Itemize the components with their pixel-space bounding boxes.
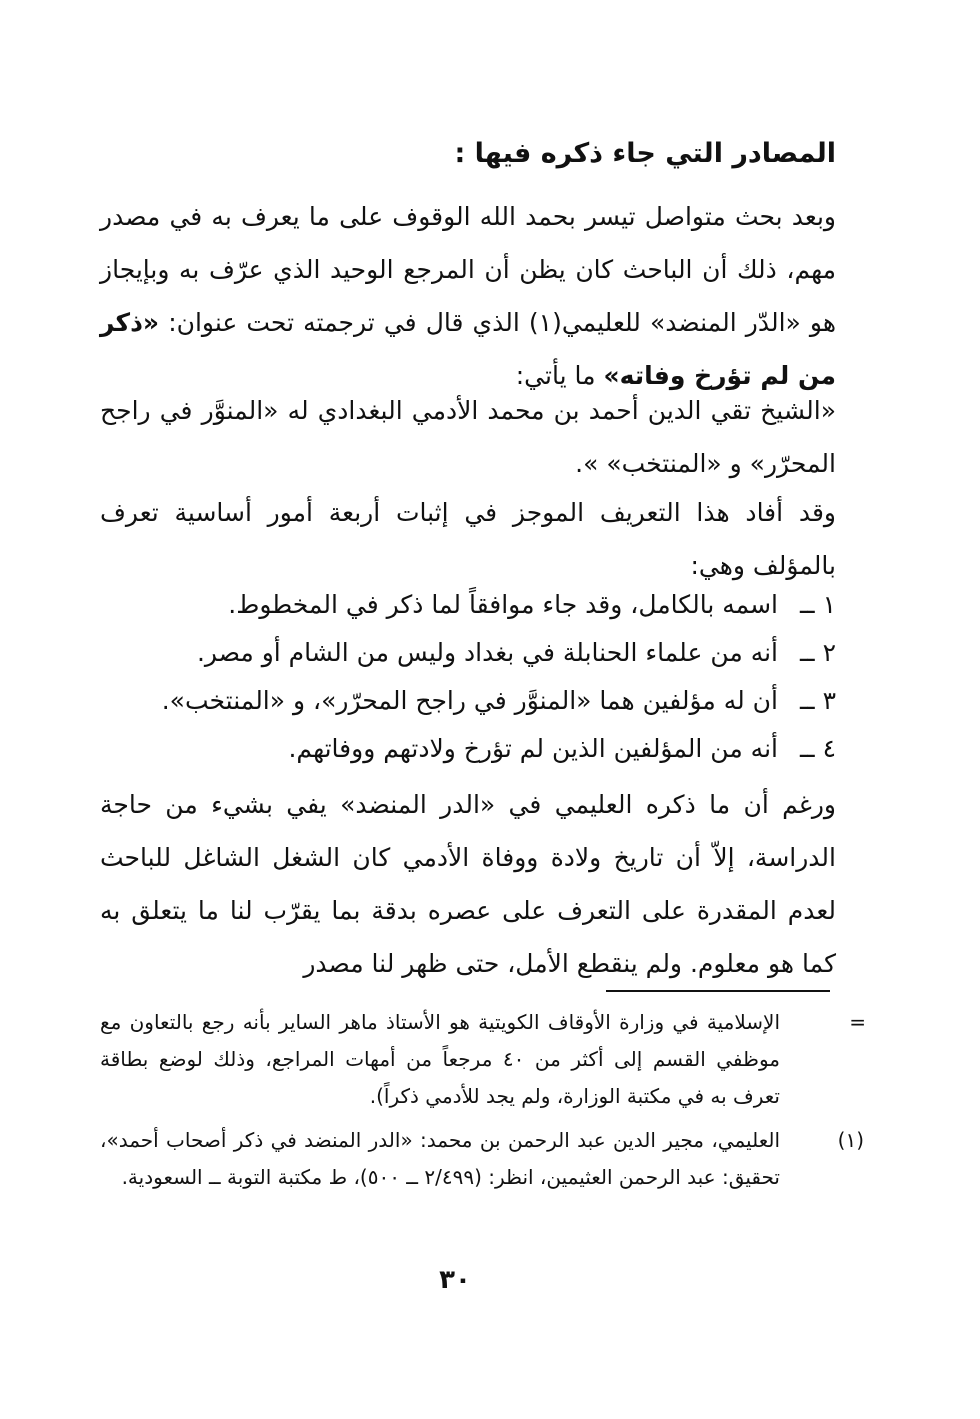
quoted-title: «ذكر من لم تؤرخ وفاته» — [100, 308, 836, 390]
list-number: ١ ــ — [799, 590, 836, 619]
footnote-separator — [606, 990, 830, 992]
quote-block: «الشيخ تقي الدين أحمد بن محمد الأدمي البغدادي له «المنوَّر في راجح المحرّر» و «المنتخب» ». — [100, 396, 836, 478]
paragraph-date-problem: ورغم أن ما ذكره العليمي في «الدر المنضد» يفي بشيء من حاجة الدراسة، إلاّ أن تاريخ ولادة ووفاة الأدمي كان الشغل الشاغل للباحث لعدم المقدرة على التعرف على عصره بدقة بما يقرّب لنا ما يتعلق به كما هو معلوم. ولم ينقطع الأمل، حتى ظهر لنا مصدر — [100, 790, 836, 978]
list-item — [228, 590, 836, 619]
footnote-continuation-mark: = — [849, 1010, 866, 1034]
list-item — [161, 686, 836, 715]
list-text: اسمه بالكامل، وقد جاء موافقاً لما ذكر في المخطوط. — [228, 590, 778, 619]
list-number: ٢ ــ — [799, 638, 836, 667]
page-number: ٣٠ — [439, 1265, 471, 1295]
section-heading: المصادر التي جاء ذكره فيها : — [454, 138, 836, 169]
paragraph-intro-tail: ما يأتي: — [515, 361, 596, 390]
paragraph-summary: وقد أفاد هذا التعريف الموجز في إثبات أربعة أمور أساسية تعرف بالمؤلف وهي: — [100, 498, 836, 580]
paragraph-intro-text: وبعد بحث متواصل تيسر بحمد الله الوقوف على ما يعرف به في مصدر مهم، ذلك أن الباحث كان يظن أن المرجع الوحيد الذي عرّف به وبإيجاز هو «الدّر المنضد» للعليمي(١) الذي قال في ترجمته تحت عنوان: — [100, 202, 837, 337]
list-number: ٣ ــ — [799, 686, 836, 715]
paragraph-intro — [100, 190, 836, 402]
list-number: ٤ ــ — [799, 734, 836, 763]
list-text: أنه من علماء الحنابلة في بغداد وليس من الشام أو مصر. — [196, 638, 778, 667]
list-item — [196, 638, 836, 667]
footnote-1: العليمي، مجير الدين عبد الرحمن بن محمد: «الدر المنضد في ذكر أصحاب أحمد»، تحقيق: عبد الرحمن العثيمين، انظر: (٢/٤٩٩ ــ ٥٠٠)، ط مكتبة التوبة ــ السعودية. — [100, 1128, 780, 1189]
list-item — [236, 734, 836, 763]
footnote-1-mark: (١) — [837, 1128, 864, 1152]
list-text: أنه من المؤلفين الذين لم تؤرخ ولادتهم ووفاتهم. — [288, 734, 778, 763]
footnote-continuation: الإسلامية في وزارة الأوقاف الكويتية هو الأستاذ ماهر الساير بأنه رجع بالتعاون مع موظفي القسم إلى أكثر من ٤٠ مرجعاً من أمهات المراجع، وذلك لوضع بطاقة تعرف به في مكتبة الوزارة، ولم يجد للأدمي ذكراً). — [100, 1010, 780, 1108]
list-text: أن له مؤلفين هما «المنوَّر في راجح المحرّر»، و «المنتخب». — [161, 686, 778, 715]
